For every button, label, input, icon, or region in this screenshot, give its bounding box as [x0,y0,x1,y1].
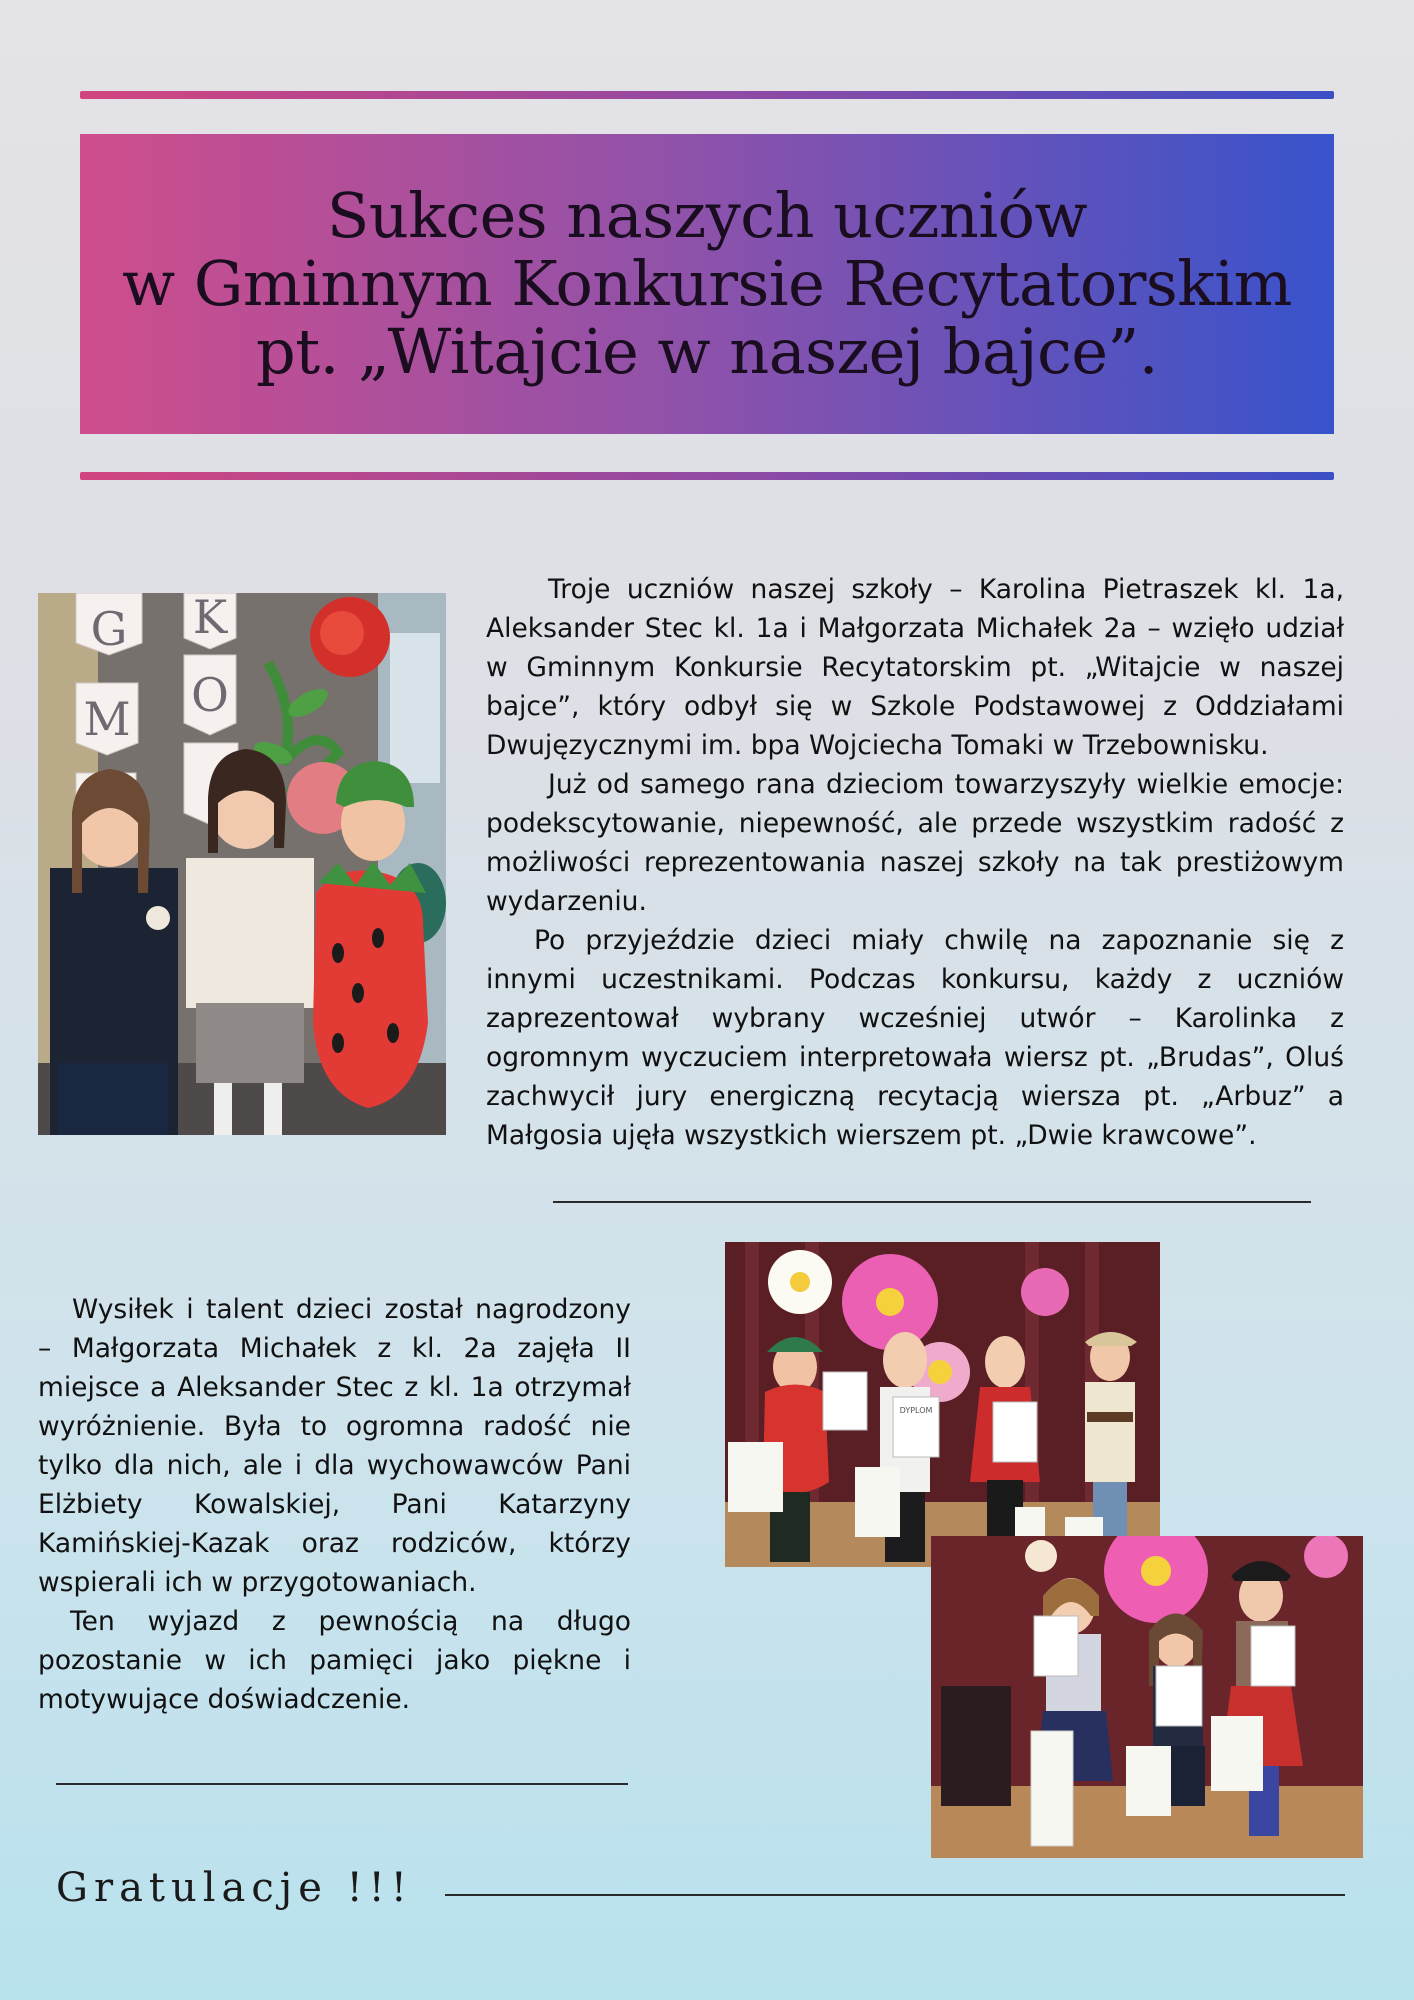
intro-text [486,570,1344,1155]
results-paragraph-1: Wysiłek i talent dzieci został nagrodzony – Małgorzata Michałek z kl. 2a zajęła II miejsce a Aleksander Stec z kl. 1a otrzymał wyróżnienie. Była to ogromna radość nie tylko dla nich, ale i dla wychowawców Pani Elżbiety Kowalskiej, Pani Katarzyny Kamińskiej-Kazak oraz rodziców, którzy wspierali ich w przygotowaniach. [38,1294,631,1598]
results-paragraph-2: Ten wyjazd z pewnością na długo pozostanie w ich pamięci jako piękne i motywujące doświadczenie. [38,1606,631,1715]
title-line-1: Sukces naszych uczniów [326,179,1088,252]
results-text [38,1290,631,1719]
congratulations-text: Gratulacje !!! [56,1865,413,1911]
top-divider [80,91,1334,99]
bottom-divider [80,472,1334,480]
children-photo [38,593,446,1135]
banner-letter-g: G [90,602,128,656]
page-title [122,179,1292,388]
award-photo-1 [725,1242,1160,1567]
diploma-label: DYPLOM [899,1406,933,1415]
footer-divider [445,1894,1345,1896]
award-photo-2 [931,1536,1363,1858]
title-banner [80,134,1334,434]
intro-paragraph-1: Troje uczniów naszej szkoły – Karolina Pietraszek kl. 1a, Aleksander Stec kl. 1a i Małgorzata Michałek 2a – wzięło udział w Gminnym Konkursie Recytatorskim pt. „Witajcie w naszej bajce”, który odbył się w Szkole Podstawowej z Oddziałami Dwujęzycznymi im. bpa Wojciecha Tomaki w Trzebownisku. [486,574,1344,761]
title-line-2: w Gminnym Konkursie Recytatorskim [122,247,1292,320]
section-divider [553,1201,1311,1203]
intro-paragraph-2: Już od samego rana dzieciom towarzyszyły wielkie emocje: podekscytowanie, niepewność, ale przede wszystkim radość z możliwości reprezentowania naszej szkoły na tak prestiżowym wydarzeniu. [486,769,1344,917]
banner-letter-k: K [192,593,228,644]
intro-paragraph-3: Po przyjeździe dzieci miały chwilę na zapoznanie się z innymi uczestnikami. Podczas konkursu, każdy z uczniów zaprezentował wybrany wcześniej utwór – Karolinka z ogromnym wyczuciem interpretowała wiersz pt. „Brudas”, Oluś zachwycił jury energiczną recytacją wiersza pt. „Arbuz” a Małgosia ujęła wszystkich wierszem pt. „Dwie krawcowe”. [486,925,1344,1151]
banner-letter-m: M [83,692,131,746]
banner-letter-o: O [191,668,229,722]
title-line-3: pt. „Witajcie w naszej bajce”. [256,315,1158,388]
results-divider [56,1783,628,1785]
